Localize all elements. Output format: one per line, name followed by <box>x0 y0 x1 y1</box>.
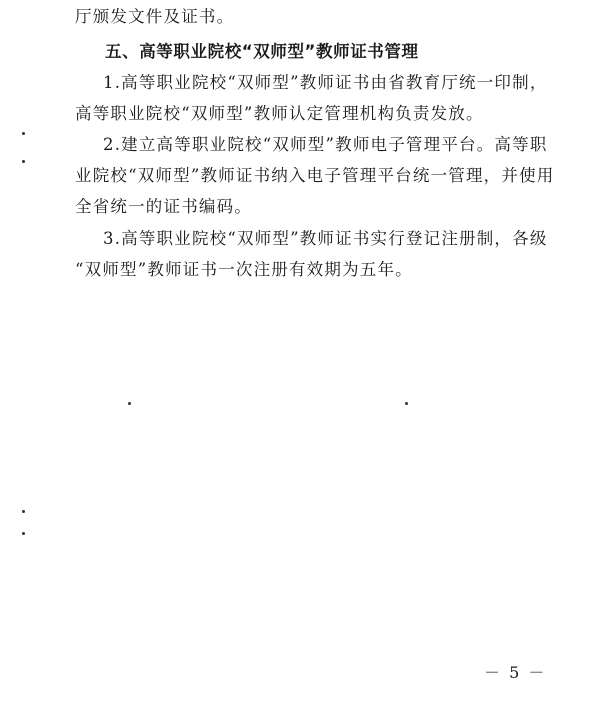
paragraph-1-line-1: 1.高等职业院校“双师型”教师证书由省教育厅统一印制， <box>103 73 548 92</box>
scan-speck <box>22 510 25 513</box>
paragraph-3-line-2: “双师型”教师证书一次注册有效期为五年。 <box>75 260 413 279</box>
paragraph-3-line-1: 3.高等职业院校“双师型”教师证书实行登记注册制，各级 <box>103 229 548 248</box>
scan-speck <box>22 132 25 135</box>
scan-speck <box>22 160 25 163</box>
paragraph-1-line-2: 高等职业院校“双师型”教师认定管理机构负责发放。 <box>75 104 484 123</box>
paragraph-2-line-2: 业院校“双师型”教师证书纳入电子管理平台统一管理，并使用 <box>75 166 555 185</box>
text-line-continuation: 厅颁发文件及证书。 <box>75 7 235 26</box>
paragraph-2-line-1: 2.建立高等职业院校“双师型”教师电子管理平台。高等职 <box>103 135 548 154</box>
scan-speck <box>22 532 25 535</box>
scan-speck <box>405 402 408 405</box>
scan-speck <box>128 402 131 405</box>
page-number: － 5 － <box>484 663 547 682</box>
section-heading: 五、高等职业院校“双师型”教师证书管理 <box>105 42 419 61</box>
paragraph-2-line-3: 全省统一的证书编码。 <box>75 197 252 216</box>
